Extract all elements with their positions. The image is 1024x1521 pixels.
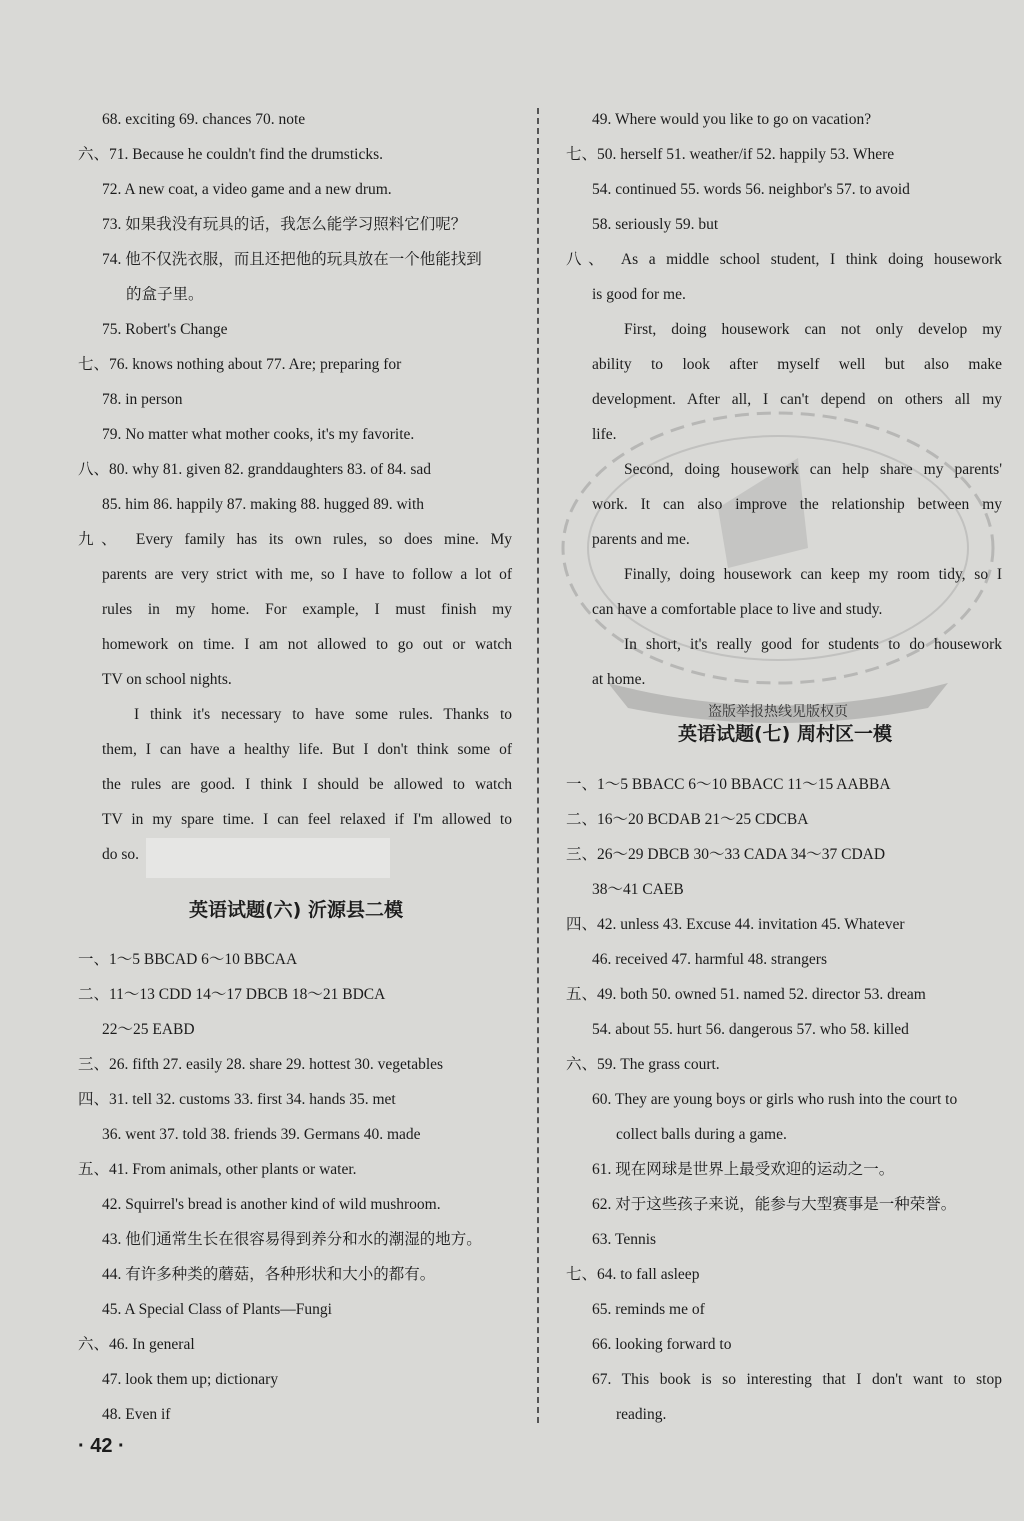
answer-line: 六、71. Because he couldn't find the drumsticks. [78, 146, 383, 163]
column-divider [537, 108, 539, 1423]
essay-line: In short, it's really good for students to do housework [624, 636, 1002, 653]
answer-line: 47. look them up; dictionary [102, 1371, 279, 1388]
answer-line: 八、80. why 81. given 82. granddaughters 83. of 84. sad [78, 461, 432, 478]
page-number: · 42 · [78, 1435, 125, 1457]
answer-line: 四、31. tell 32. customs 33. first 34. hands 35. met [78, 1091, 396, 1108]
essay-line: ability to look after myself well but also make [592, 356, 1002, 373]
answer-line: 74. 他不仅洗衣服，而且还把他的玩具放在一个他能找到 [102, 251, 482, 268]
answer-line: 43. 他们通常生长在很容易得到养分和水的潮湿的地方。 [102, 1231, 482, 1248]
answer-line: 68. exciting 69. chances 70. note [102, 111, 306, 128]
answer-line: 六、46. In general [78, 1336, 195, 1353]
essay-line: parents and me. [592, 531, 690, 548]
essay-line: TV in my spare time. I can feel relaxed if I'm allowed to [102, 811, 512, 828]
answer-line: reading. [616, 1406, 667, 1423]
section-title-six: 英语试题(六) 沂源县二模 [189, 899, 403, 921]
answer-line: 42. Squirrel's bread is another kind of wild mushroom. [102, 1196, 441, 1213]
essay-line: rules in my home. For example, I must finish my [102, 601, 512, 618]
section-title-seven: 英语试题(七) 周村区一模 [678, 723, 892, 745]
answer-line: 三、26. fifth 27. easily 28. share 29. hottest 30. vegetables [78, 1056, 444, 1073]
essay-line: at home. [592, 671, 646, 688]
answer-line: 22～25 EABD [102, 1021, 195, 1038]
essay-line: parents are very strict with me, so I have to follow a lot of [102, 566, 512, 583]
answer-line: 48. Even if [102, 1406, 171, 1423]
answer-line: 49. Where would you like to go on vacation? [592, 111, 872, 128]
answer-line: 五、41. From animals, other plants or water. [78, 1161, 357, 1178]
answer-line: 二、16～20 BCDAB 21～25 CDCBA [566, 811, 809, 828]
essay-line: them, I can have a healthy life. But I don't think some of [102, 741, 512, 758]
answer-line: 65. reminds me of [592, 1301, 705, 1318]
answer-line: 85. him 86. happily 87. making 88. hugged 89. with [102, 496, 425, 513]
answer-line: 61. 现在网球是世界上最受欢迎的运动之一。 [592, 1161, 895, 1178]
answer-line: 58. seriously 59. but [592, 216, 719, 233]
essay-line: Finally, doing housework can keep my room tidy, so I [624, 566, 1002, 583]
essay-line: development. After all, I can't depend on others all my [592, 391, 1002, 408]
essay-line: is good for me. [592, 286, 686, 303]
answer-line: 72. A new coat, a video game and a new drum. [102, 181, 392, 198]
essay-line: TV on school nights. [102, 671, 232, 688]
answer-line: 66. looking forward to [592, 1336, 732, 1353]
answer-line: 38～41 CAEB [592, 881, 684, 898]
answer-line: 46. received 47. harmful 48. strangers [592, 951, 828, 968]
answer-line: collect balls during a game. [616, 1126, 787, 1143]
answer-line: 四、42. unless 43. Excuse 44. invitation 45. Whatever [566, 916, 905, 933]
answer-line: 五、49. both 50. owned 51. named 52. director 53. dream [566, 986, 926, 1003]
essay-line: 九、 Every family has its own rules, so does mine. My [78, 531, 512, 548]
answer-line: 一、1～5 BBACC 6～10 BBACC 11～15 AABBA [566, 776, 891, 793]
essay-line: Second, doing housework can help share my parents' [624, 461, 1002, 478]
stamp-caption: 盗版举报热线见版权页 [708, 704, 848, 720]
essay-line: work. It can also improve the relationship between my [592, 496, 1002, 513]
essay-line: 八、 As a middle school student, I think doing housework [566, 251, 1002, 268]
essay-line: do so. [102, 846, 140, 863]
answer-line: 的盒子里。 [126, 286, 204, 303]
essay-line: First, doing housework can not only develop my [624, 321, 1002, 338]
answer-line: 44. 有许多种类的蘑菇，各种形状和大小的都有。 [102, 1266, 436, 1283]
answer-line: 36. went 37. told 38. friends 39. Germans 40. made [102, 1126, 421, 1143]
answer-line: 63. Tennis [592, 1231, 657, 1248]
essay-line: can have a comfortable place to live and study. [592, 601, 883, 618]
answer-line: 七、76. knows nothing about 77. Are; preparing for [78, 356, 402, 373]
answer-line: 45. A Special Class of Plants—Fungi [102, 1301, 332, 1318]
answer-line: 78. in person [102, 391, 183, 408]
essay-line: the rules are good. I think I should be allowed to watch [102, 776, 512, 793]
answer-line: 67. This book is so interesting that I don't want to stop [592, 1371, 1002, 1388]
answer-line: 54. about 55. hurt 56. dangerous 57. who 58. killed [592, 1021, 909, 1038]
blank-highlight-box [146, 838, 390, 878]
essay-line: life. [592, 426, 617, 443]
answer-line: 七、64. to fall asleep [566, 1266, 700, 1283]
answer-line: 六、59. The grass court. [566, 1056, 720, 1073]
essay-line: homework on time. I am not allowed to go out or watch [102, 636, 512, 653]
answer-line: 54. continued 55. words 56. neighbor's 57. to avoid [592, 181, 910, 198]
answer-line: 60. They are young boys or girls who rush into the court to [592, 1091, 958, 1108]
answer-line: 75. Robert's Change [102, 321, 228, 338]
answer-line: 62. 对于这些孩子来说，能参与大型赛事是一种荣誉。 [592, 1196, 957, 1213]
answer-line: 二、11～13 CDD 14～17 DBCB 18～21 BDCA [78, 986, 386, 1003]
answer-line: 73. 如果我没有玩具的话，我怎么能学习照料它们呢？ [102, 216, 467, 233]
answer-line: 三、26～29 DBCB 30～33 CADA 34～37 CDAD [566, 846, 886, 863]
answer-line: 一、1～5 BBCAD 6～10 BBCAA [78, 951, 298, 968]
answer-line: 79. No matter what mother cooks, it's my favorite. [102, 426, 415, 443]
answer-line: 七、50. herself 51. weather/if 52. happily 53. Where [566, 146, 895, 163]
essay-line: I think it's necessary to have some rules. Thanks to [134, 706, 512, 723]
